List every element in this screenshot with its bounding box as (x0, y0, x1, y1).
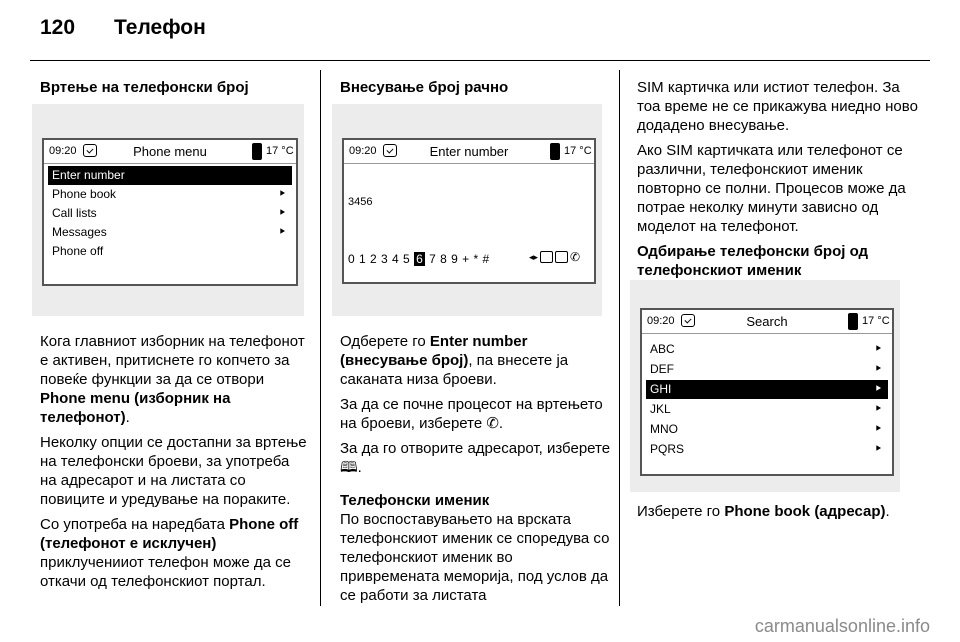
chevron-right-icon: ⯈ (278, 208, 286, 219)
clock-time: 09:20 (349, 145, 377, 157)
screen-title: Phone menu (133, 144, 207, 159)
menu-item[interactable] (646, 440, 888, 459)
column-divider-1 (320, 70, 321, 606)
column-divider-2 (619, 70, 620, 606)
paragraph: Ако SIM картичката или телефонот се различни, телефонскиот именик повторно се полни. Процесов може да потрае неколку минути зависно од моделот на телефонот. (637, 142, 906, 235)
screen-enter-number (332, 104, 602, 316)
menu-item-label: DEF (650, 362, 674, 376)
column-1-text (40, 332, 308, 597)
menu-item-label: Call lists (52, 206, 97, 220)
chevron-right-icon: ⯈ (278, 227, 286, 238)
menu-item[interactable] (48, 242, 292, 261)
menu-name: Phone menu (изборник на телефонот) (40, 390, 231, 426)
temperature: 17 °C (266, 145, 294, 157)
menu-item[interactable] (48, 166, 292, 185)
paragraph: Одберете го Enter number (внесување број), па внесете ја саканата низа броеви. (340, 333, 569, 388)
digit-row (348, 252, 490, 266)
digits-before: 0 1 2 3 4 5 (348, 252, 411, 266)
status-bar (44, 140, 296, 164)
status-bar (642, 310, 892, 334)
chevron-right-icon: ⯈ (874, 384, 882, 395)
menu-item[interactable] (48, 223, 292, 242)
action-icons (529, 250, 580, 264)
page-header (40, 16, 206, 40)
watermark: carmanualsonline.info (754, 616, 930, 636)
section-heading: Телефонски именик (340, 492, 490, 509)
temperature: 17 °C (862, 315, 890, 327)
chevron-right-icon: ⯈ (874, 344, 882, 355)
backspace-icon[interactable] (540, 251, 553, 263)
paragraph: За да го отворите адресарот, изберете 🕮. (340, 440, 611, 476)
chevron-right-icon: ⯈ (874, 424, 882, 435)
menu-item-label: ABC (650, 342, 675, 356)
chevron-right-icon: ⯈ (874, 404, 882, 415)
display-panel (640, 308, 894, 476)
clock-time: 09:20 (49, 145, 77, 157)
command-name: Phone book (адресар) (724, 503, 886, 520)
status-bar (344, 140, 594, 164)
menu-item[interactable] (48, 204, 292, 223)
header-rule (30, 60, 930, 61)
paragraph: По воспоставувањето на врската телефонскиот именик се споредува со телефонскиот именик во привремената меморија, под услов да се работи за листата (340, 511, 610, 604)
menu-item-label: JKL (650, 402, 671, 416)
screen-title: Search (746, 314, 788, 329)
page-number: 120 (40, 16, 76, 39)
paragraph: За да се почне процесот на вртењето на броеви, изберете ✆. (340, 396, 603, 432)
paragraph: SIM картичка или истиот телефон. За тоа време не се прикажува ниедно ново додадено внесување. (637, 79, 918, 134)
screen-phone-menu (32, 104, 304, 316)
page-title: Телефон (114, 16, 206, 39)
menu-item[interactable] (646, 400, 888, 419)
menu-item-label: Messages (52, 225, 107, 239)
section-heading: Вртење на телефонски број (40, 79, 249, 96)
call-icon[interactable]: ✆ (570, 250, 581, 264)
menu-item[interactable] (48, 185, 292, 204)
paragraph: Со употреба на наредбата Phone off (телефонот е исклучен) приклученииот телефон може да се откачи од телефонскиот портал. (40, 516, 299, 590)
screen-title: Enter number (429, 144, 509, 159)
menu-item[interactable] (646, 380, 888, 399)
menu-item-label: GHI (650, 382, 672, 396)
paragraph: Неколку опции се достапни за вртење на телефонски броеви, за употреба на адресарот и на листата со повиците и уредување на пораките. (40, 434, 307, 508)
column-3-text (637, 78, 927, 280)
screen-search (630, 280, 900, 492)
chevron-right-icon: ⯈ (874, 444, 882, 455)
section-heading: Внесување број рачно (340, 79, 509, 96)
menu-item[interactable] (646, 360, 888, 379)
phone-icon (252, 143, 262, 160)
paragraph: Изберете го Phone book (адресар). (637, 503, 890, 520)
display-panel (42, 138, 298, 286)
menu-item-label: MNO (650, 422, 678, 436)
entered-number: 3456 (348, 196, 373, 208)
phonebook-icon[interactable] (555, 251, 568, 263)
digits-after: 7 8 9 + * # (429, 252, 490, 266)
column-2-text (340, 332, 612, 611)
column-3-bottom (637, 502, 927, 527)
column-1 (40, 78, 310, 97)
menu-item-label: Enter number (52, 168, 125, 182)
phone-icon (550, 143, 560, 160)
chevron-right-icon: ⯈ (278, 189, 286, 200)
menu-item-label: PQRS (650, 442, 685, 456)
section-heading: Одбирање телефонски број од телефонскиот именик (637, 243, 869, 279)
clock-time: 09:20 (647, 315, 675, 327)
paragraph: Кога главниот изборник на телефонот е активен, притиснете го копчето за повеќе функции за да се отвори Phone menu (изборник на телефонот). (40, 333, 305, 426)
digit-selected[interactable]: 6 (416, 252, 424, 266)
column-2 (340, 78, 610, 97)
menu-item-label: Phone book (52, 187, 117, 201)
menu-item-label: Phone off (52, 244, 104, 258)
command-name: Phone off (телефонот е исклучен) (40, 516, 299, 552)
display-panel (342, 138, 596, 284)
phone-icon (848, 313, 858, 330)
chevron-right-icon: ⯈ (874, 364, 882, 375)
menu-item[interactable] (646, 420, 888, 439)
menu-item[interactable] (646, 340, 888, 359)
command-name: Enter number (внесување број) (340, 333, 528, 369)
cursor-left-icon[interactable]: ◂▸ (529, 251, 539, 262)
temperature: 17 °C (564, 145, 592, 157)
